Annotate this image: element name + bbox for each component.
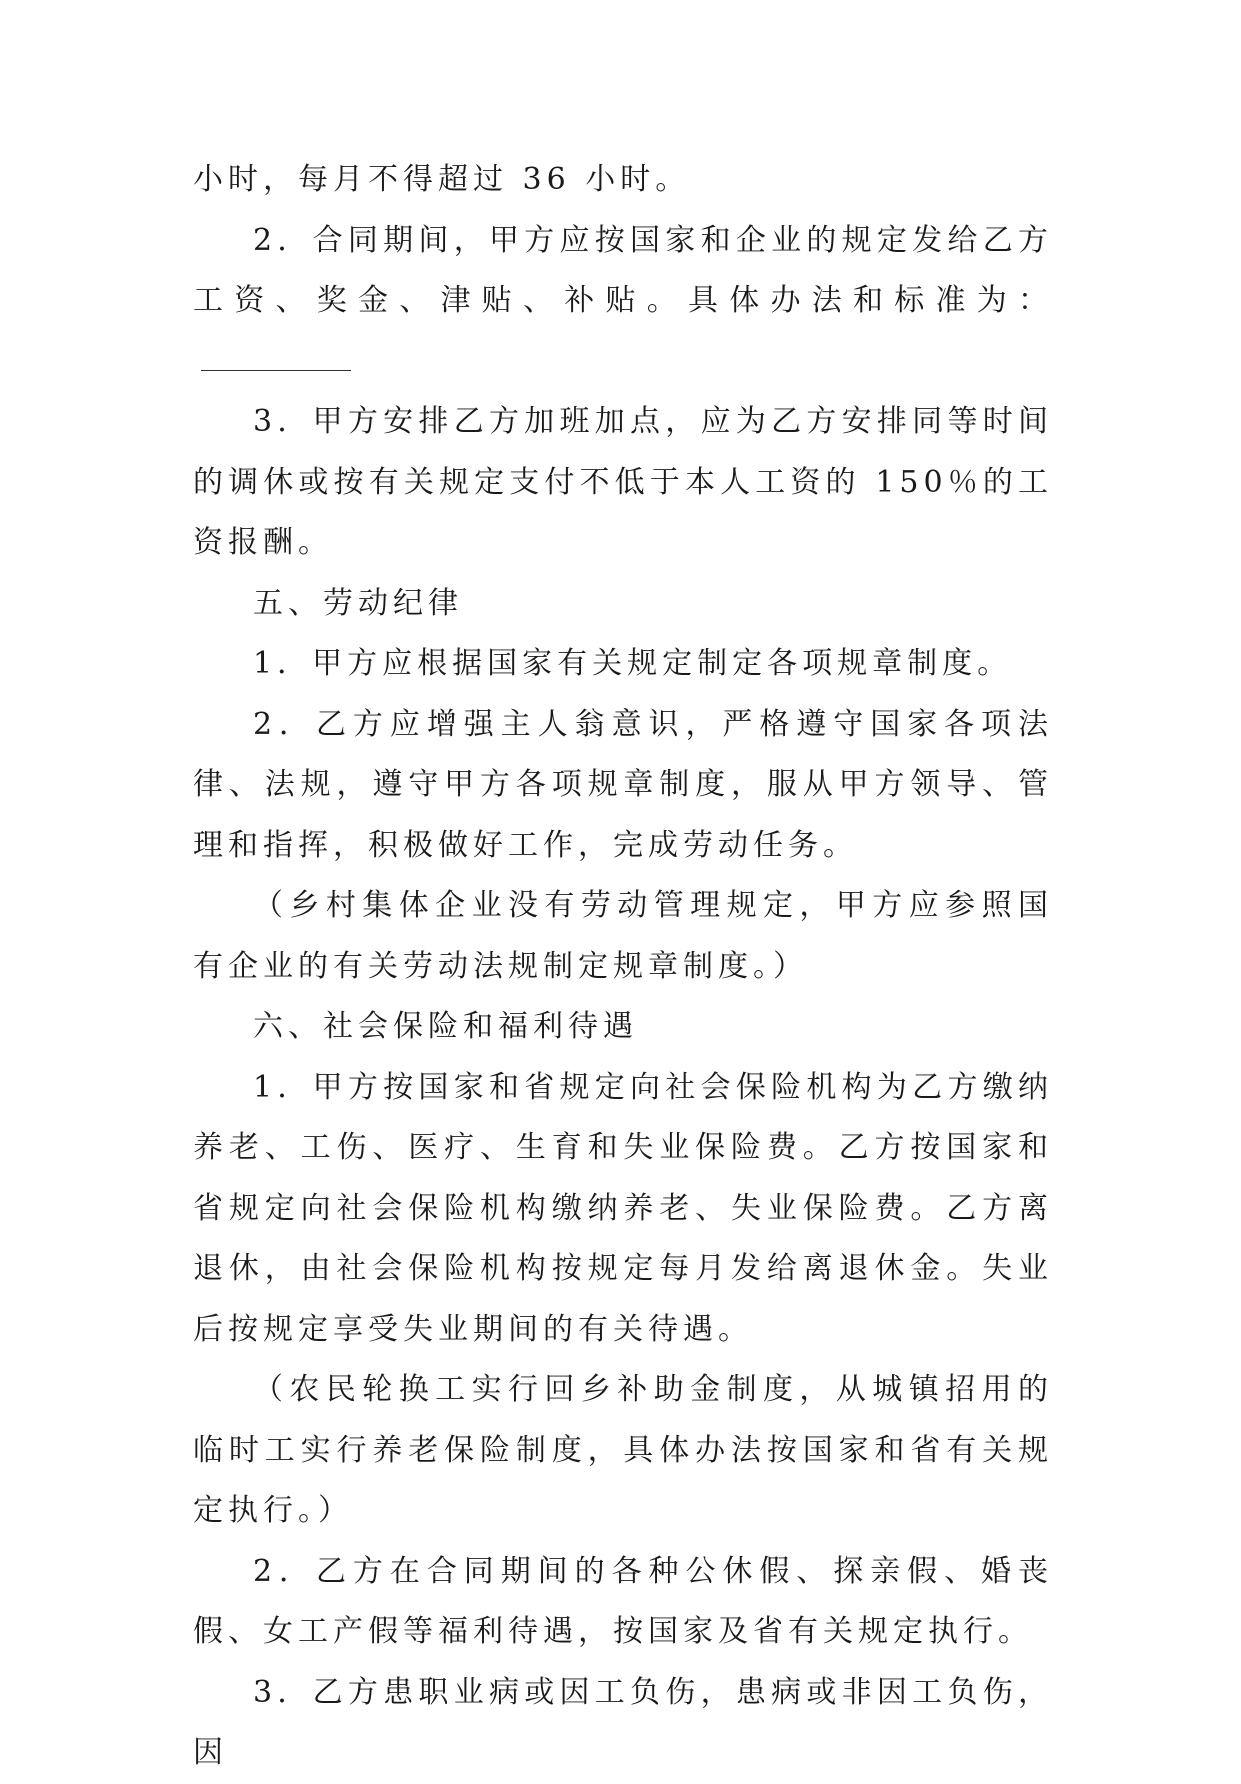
paragraph-rural-note: （乡村集体企业没有劳动管理规定，甲方应参照国有企业的有关劳动法规制定规章制度。） (193, 888, 1053, 984)
paragraph-wages (193, 211, 1053, 393)
document-body (193, 150, 1053, 1784)
fill-in-blank (201, 340, 351, 371)
paragraph-injury: 3．乙方患职业病或因工负伤，患病或非因工负伤，因 (193, 1674, 1053, 1770)
paragraph-insurance: 1．甲方按国家和省规定向社会保险机构为乙方缴纳养老、工伤、医疗、生育和失业保险费。乙方按国家和省规定向社会保险机构缴纳养老、失业保险费。乙方离退休，由社会保险机构按规定每月发给离退休金。失业后按规定享受失业期间的有关待遇。 (193, 1069, 1053, 1347)
paragraph-obligations: 2．乙方应增强主人翁意识，严格遵守国家各项法律、法规，遵守甲方各项规章制度，服从甲方领导、管理和指挥，积极做好工作，完成劳动任务。 (193, 706, 1053, 863)
section-heading-social-insurance: 六、社会保险和福利待遇 (253, 1009, 638, 1044)
paragraph-wages-text: 2．合同期间，甲方应按国家和企业的规定发给乙方工资、奖金、津贴、补贴。具体办法和标准为： (193, 222, 1053, 318)
section-heading-labor-discipline: 五、劳动纪律 (253, 585, 463, 621)
paragraph-overtime-pay: 3．甲方安排乙方加班加点，应为乙方安排同等时间的调休或按有关规定支付不低于本人工资的 150％的工资报酬。 (193, 404, 1053, 560)
paragraph-rules: 1．甲方应根据国家有关规定制定各项规章制度。 (253, 646, 1013, 681)
paragraph-holidays: 2．乙方在合同期间的各种公休假、探亲假、婚丧假、女工产假等福利待遇，按国家及省有关规定执行。 (193, 1553, 1053, 1649)
paragraph-overtime-limit: 小时，每月不得超过 36 小时。 (193, 162, 691, 197)
paragraph-farmer-note: （农民轮换工实行回乡补助金制度，从城镇招用的临时工实行养老保险制度，具体办法按国家和省有关规定执行。） (193, 1372, 1053, 1528)
